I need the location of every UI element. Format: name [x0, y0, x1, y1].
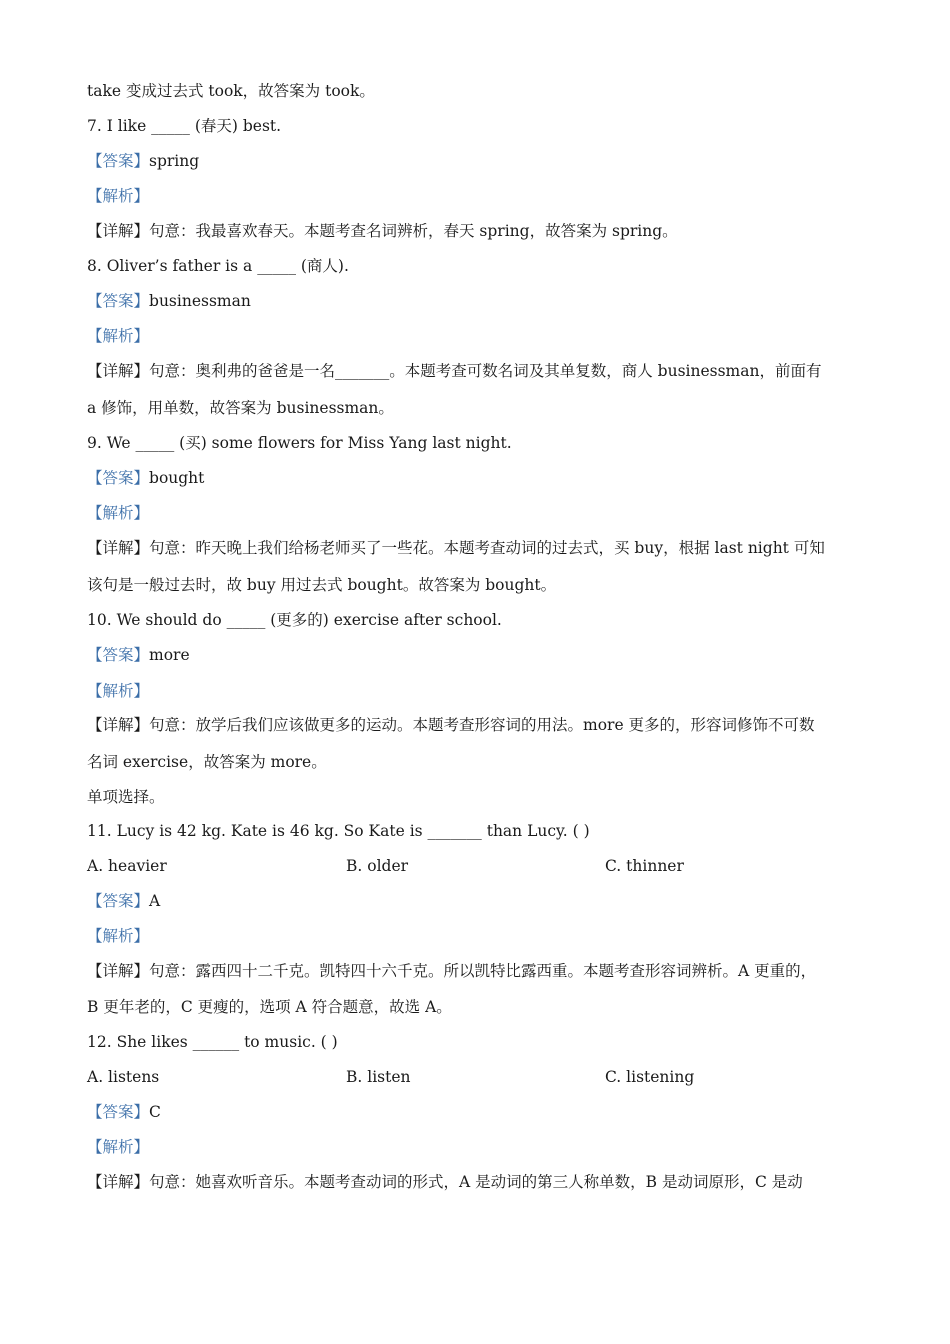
q10-detail-line-1: 【详解】句意：放学后我们应该做更多的运动。本题考查形容词的用法。more 更多的，形容词修饰不可数 — [87, 716, 815, 734]
answer-tag: 【答案】 — [87, 646, 150, 664]
answer-text: spring — [149, 152, 200, 170]
question-10: 10. We should do _____ (更多的) exercise after school. — [87, 611, 502, 629]
q12-option-b: B. listen — [346, 1068, 411, 1086]
q6-detail-end: take 变成过去式 took，故答案为 took。 — [87, 82, 375, 100]
q7-answer — [87, 148, 867, 174]
answer-text: A — [149, 892, 161, 910]
q8-detail-line-1: 【详解】句意：奥利弗的爸爸是一名_______。本题考查可数名词及其单复数，商人 businessman，前面有 — [87, 362, 822, 380]
q11-option-a: A. heavier — [87, 857, 167, 875]
q11-answer — [87, 888, 867, 914]
q9-detail-line-2: 该句是一般过去时，故 buy 用过去式 bought。故答案为 bought。 — [87, 576, 557, 594]
question-8: 8. Oliver’s father is a _____ (商人). — [87, 257, 349, 275]
q9-detail-line-1: 【详解】句意：昨天晚上我们给杨老师买了一些花。本题考查动词的过去式，买 buy，根据 last night 可知 — [87, 539, 825, 557]
question-9: 9. We _____ (买) some flowers for Miss Yang last night. — [87, 434, 512, 452]
q12-option-a: A. listens — [87, 1068, 160, 1086]
answer-text: C — [149, 1103, 161, 1121]
answer-tag: 【答案】 — [87, 292, 150, 310]
answer-tag: 【答案】 — [87, 152, 150, 170]
q12-option-c: C. listening — [605, 1068, 695, 1086]
q12-detail-line-1: 【详解】句意：她喜欢听音乐。本题考查动词的形式，A 是动词的第三人称单数，B 是动词原形，C 是动 — [87, 1173, 803, 1191]
q9-analysis-tag: 【解析】 — [87, 504, 150, 522]
q11-option-b: B. older — [346, 857, 409, 875]
q9-answer — [87, 465, 867, 491]
answer-text: bought — [149, 469, 205, 487]
answer-text: businessman — [149, 292, 251, 310]
q10-analysis-tag: 【解析】 — [87, 682, 150, 700]
q11-analysis-tag: 【解析】 — [87, 927, 150, 945]
answer-tag: 【答案】 — [87, 1103, 150, 1121]
answer-text: more — [149, 646, 190, 664]
q8-detail-line-2: a 修饰，用单数，故答案为 businessman。 — [87, 399, 394, 417]
q11-detail-line-1: 【详解】句意：露西四十二千克。凯特四十六千克。所以凯特比露西重。本题考查形容词辨析。A 更重的， — [87, 962, 817, 980]
q11-option-c: C. thinner — [605, 857, 684, 875]
q8-answer — [87, 288, 867, 314]
question-7: 7. I like _____ (春天) best. — [87, 117, 282, 135]
q12-analysis-tag: 【解析】 — [87, 1138, 150, 1156]
q10-detail-line-2: 名词 exercise，故答案为 more。 — [87, 753, 327, 771]
q12-answer — [87, 1099, 867, 1125]
q10-answer — [87, 642, 867, 668]
q11-detail-line-2: B 更年老的，C 更瘦的，选项 A 符合题意，故选 A。 — [87, 998, 452, 1016]
answer-tag: 【答案】 — [87, 892, 150, 910]
q11-options — [87, 853, 867, 879]
section-heading: 单项选择。 — [87, 788, 165, 806]
question-12: 12. She likes ______ to music. ( ) — [87, 1033, 338, 1051]
q7-analysis-tag: 【解析】 — [87, 187, 150, 205]
q8-analysis-tag: 【解析】 — [87, 327, 150, 345]
q12-options — [87, 1064, 867, 1090]
q7-detail: 【详解】句意：我最喜欢春天。本题考查名词辨析，春天 spring，故答案为 spring。 — [87, 222, 678, 240]
answer-tag: 【答案】 — [87, 469, 150, 487]
question-11: 11. Lucy is 42 kg. Kate is 46 kg. So Kate is _______ than Lucy. ( ) — [87, 822, 590, 840]
